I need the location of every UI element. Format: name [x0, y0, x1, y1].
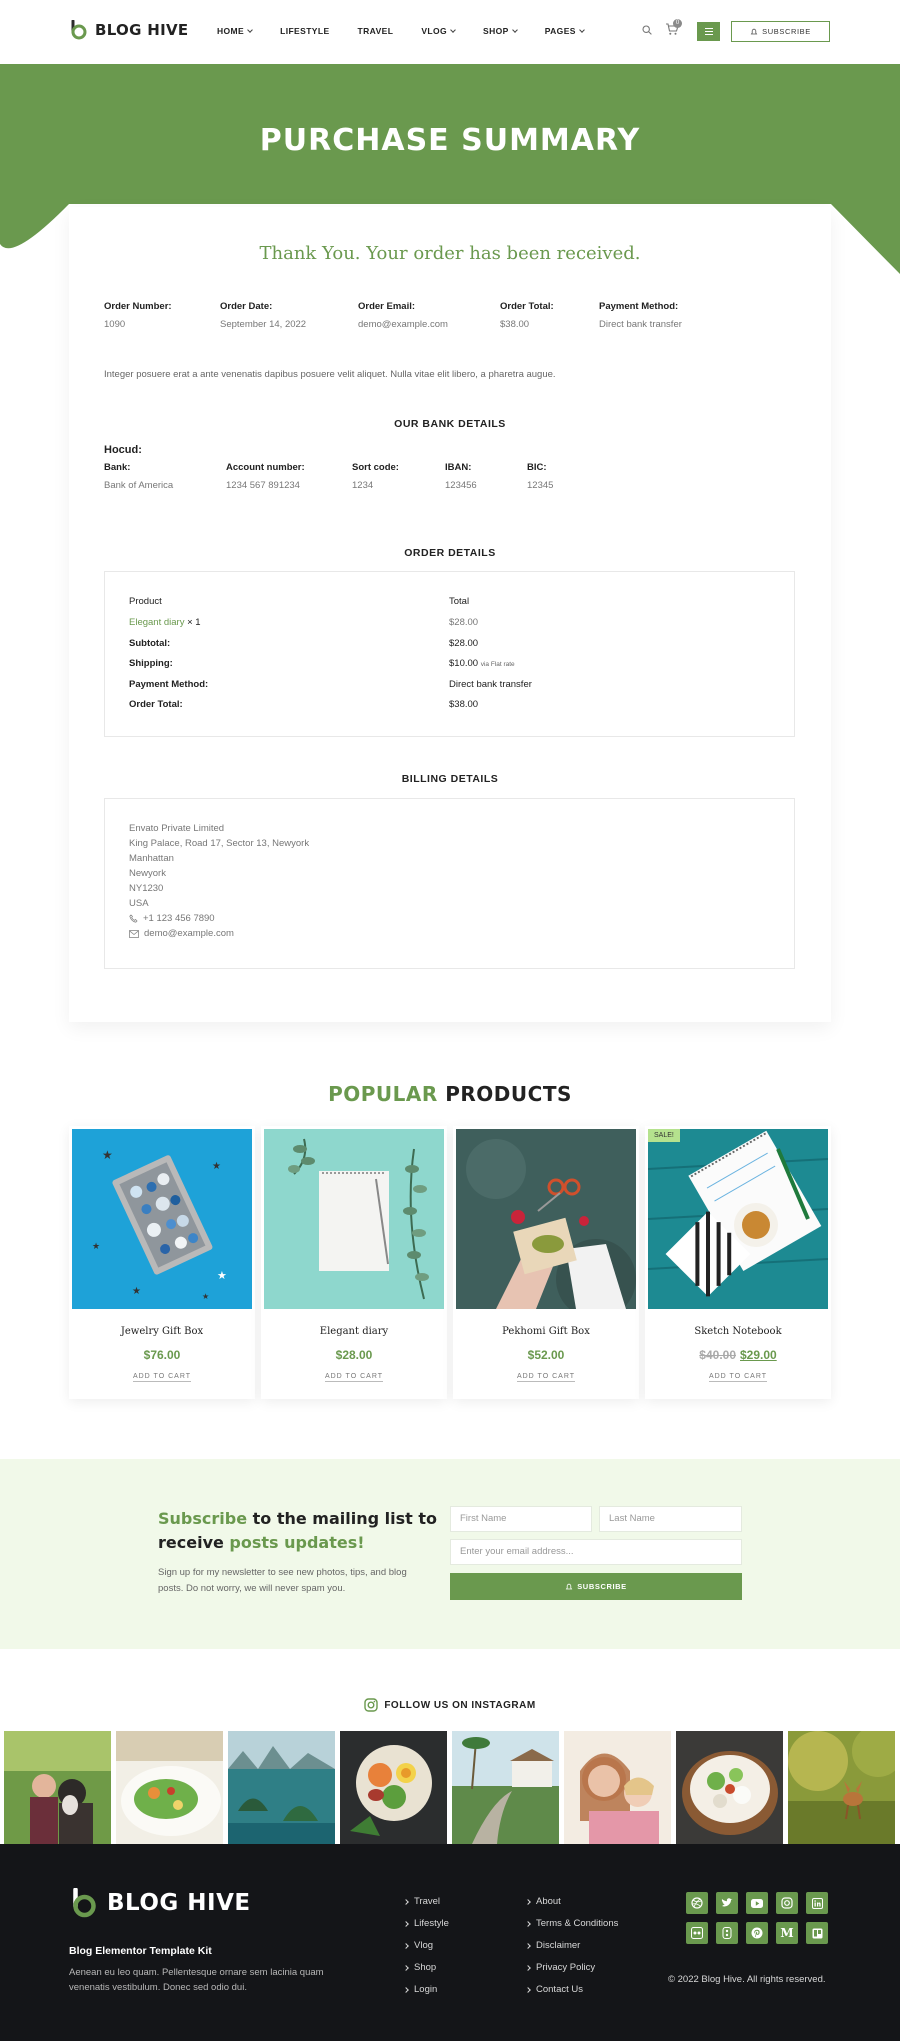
chevron-right-icon: [525, 1987, 531, 1993]
instagram-photo[interactable]: [788, 1731, 895, 1844]
add-to-cart-label: ADD TO CART: [516, 1373, 576, 1380]
logo-icon: [69, 1888, 97, 1918]
nav-pages[interactable]: [545, 26, 584, 36]
order-details-heading: ORDER DETAILS: [404, 547, 496, 559]
product-price: [69, 1348, 255, 1362]
label: BIC:: [527, 462, 547, 473]
add-to-cart-label: ADD TO CART: [324, 1373, 384, 1380]
product-name[interactable]: Elegant diary: [319, 1326, 389, 1337]
heading-accent: Subscribe: [158, 1509, 248, 1528]
price: $29.00: [740, 1348, 777, 1362]
value: 123456: [445, 480, 477, 491]
chevron-right-icon: [525, 1965, 531, 1971]
billing-email: [129, 928, 234, 939]
billing-phone: [129, 913, 215, 924]
heading-accent: posts updates!: [229, 1533, 365, 1552]
youtube-icon[interactable]: [746, 1892, 768, 1914]
label: Order Date:: [220, 301, 273, 312]
chevron-down-icon: [579, 27, 585, 33]
heading-accent: POPULAR: [328, 1082, 438, 1106]
phone-icon: [129, 914, 138, 923]
item-total: $28.00: [449, 617, 479, 628]
order-total: [500, 301, 554, 330]
logo-icon: [69, 20, 87, 40]
shipping-value: [449, 658, 515, 669]
shipping-note: via Flat rate: [480, 661, 515, 668]
chevron-down-icon: [247, 27, 253, 33]
product-card[interactable]: [261, 1126, 447, 1399]
address-line: Envato Private Limited: [129, 823, 225, 834]
billing-details-heading: BILLING DETAILS: [401, 773, 499, 785]
link-label: Privacy Policy: [536, 1962, 596, 1973]
footer-link-terms[interactable]: [526, 1918, 618, 1929]
footer-link-privacy[interactable]: [526, 1962, 595, 1973]
bank-details-heading: OUR BANK DETAILS: [394, 418, 506, 430]
trello-icon[interactable]: [806, 1922, 828, 1944]
col-product: Product: [129, 596, 162, 607]
item-qty: × 1: [187, 617, 201, 628]
label: Bank:: [104, 462, 131, 473]
instagram-heading: [0, 1698, 900, 1712]
dribbble-icon[interactable]: [686, 1892, 708, 1914]
svg-text:★: ★: [102, 1148, 113, 1162]
chevron-right-icon: [525, 1899, 531, 1905]
value: $38.00: [500, 319, 530, 330]
address-line: King Palace, Road 17, Sector 13, Newyork: [129, 838, 310, 849]
value: demo@example.com: [358, 319, 448, 330]
pinterest-icon[interactable]: [746, 1922, 768, 1944]
svg-text:★: ★: [202, 1292, 210, 1301]
bank-account-name: Hocud:: [104, 444, 142, 456]
nav-shop[interactable]: [483, 26, 517, 36]
product-name[interactable]: Pekhomi Gift Box: [502, 1326, 590, 1337]
instagram-photo[interactable]: [564, 1731, 671, 1844]
chevron-right-icon: [403, 1987, 409, 1993]
label: IBAN:: [445, 462, 472, 473]
header-subscribe-button[interactable]: [731, 21, 830, 42]
order-details-table: [104, 571, 795, 737]
billing-address-box: [104, 798, 795, 969]
order-email: [358, 301, 448, 330]
footer-link-lifestyle[interactable]: [404, 1918, 449, 1929]
page-title: PURCHASE SUMMARY: [259, 123, 641, 158]
bank-field: [445, 462, 477, 491]
nav-label: LIFESTYLE: [280, 26, 330, 36]
menu-toggle-button[interactable]: [697, 22, 720, 41]
footer-link-travel[interactable]: [404, 1896, 440, 1907]
order-date: [220, 301, 306, 330]
label: Order Number:: [104, 301, 172, 312]
heading-text: receive: [158, 1533, 230, 1552]
add-to-cart-label: ADD TO CART: [708, 1373, 768, 1380]
product-image[interactable]: [72, 1129, 252, 1309]
instagram-photo[interactable]: [4, 1731, 111, 1844]
instagram-icon: [364, 1698, 378, 1712]
value: September 14, 2022: [220, 319, 307, 330]
bell-icon: [750, 28, 758, 36]
instagram-photo[interactable]: [116, 1731, 223, 1844]
popular-products-heading: [0, 1082, 900, 1106]
product-name[interactable]: Jewelry Gift Box: [120, 1326, 204, 1337]
value: 1090: [104, 319, 126, 330]
label: Payment Method:: [599, 301, 679, 312]
add-to-cart-button[interactable]: [645, 1373, 831, 1380]
flickr-icon[interactable]: [686, 1922, 708, 1944]
chevron-right-icon: [403, 1965, 409, 1971]
linkedin-icon[interactable]: [806, 1892, 828, 1914]
email-text: demo@example.com: [144, 928, 234, 939]
newsletter-heading: [158, 1507, 437, 1555]
link-label: Disclaimer: [536, 1940, 581, 1951]
order-total-label: Order Total:: [129, 699, 183, 710]
footer-link-login[interactable]: [404, 1984, 437, 1995]
chevron-right-icon: [525, 1921, 531, 1927]
nav-vlog[interactable]: [421, 26, 455, 36]
svg-text:★: ★: [92, 1241, 101, 1251]
order-total-value: $38.00: [449, 699, 479, 710]
order-item: [129, 617, 201, 628]
add-to-cart-button[interactable]: [261, 1373, 447, 1380]
link-label: Terms & Conditions: [536, 1918, 619, 1929]
button-label: SUBSCRIBE: [577, 1582, 627, 1591]
cart-count-badge: 0: [673, 19, 682, 28]
main-nav: [217, 26, 612, 36]
instagram-icon[interactable]: [776, 1892, 798, 1914]
newsletter-section: [0, 1459, 900, 1649]
svg-text:★: ★: [132, 1286, 141, 1297]
product-image[interactable]: [456, 1129, 636, 1309]
payment-value: Direct bank transfer: [449, 679, 532, 690]
chevron-down-icon: [512, 27, 518, 33]
value: 12345: [527, 480, 554, 491]
order-number: [104, 301, 172, 330]
mail-icon: [129, 930, 139, 938]
product-price: [645, 1348, 831, 1362]
link-label: Lifestyle: [414, 1918, 449, 1929]
nav-label: HOME: [217, 26, 245, 36]
label: Sort code:: [352, 462, 399, 473]
medium-icon[interactable]: M: [776, 1922, 798, 1944]
value: Direct bank transfer: [599, 319, 682, 330]
old-price: $40.00: [699, 1348, 736, 1362]
footer-logo[interactable]: [69, 1888, 251, 1918]
product-image[interactable]: [264, 1129, 444, 1309]
nav-label: TRAVEL: [357, 26, 394, 36]
site-header: [0, 0, 900, 64]
label: Order Email:: [358, 301, 416, 312]
address-line: NY1230: [129, 883, 164, 894]
chevron-right-icon: [403, 1921, 409, 1927]
price: $76.00: [143, 1348, 181, 1362]
copyright-text: © 2022 Blog Hive. All rights reserved.: [668, 1974, 826, 1985]
heading-rest: PRODUCTS: [445, 1082, 572, 1106]
product-card[interactable]: [645, 1126, 831, 1399]
sale-badge: SALE!: [648, 1129, 680, 1142]
twitter-icon[interactable]: [716, 1892, 738, 1914]
search-icon[interactable]: [642, 25, 652, 35]
subscribe-label: SUBSCRIBE: [762, 27, 811, 36]
value: 1234: [352, 480, 374, 491]
chevron-right-icon: [403, 1899, 409, 1905]
label: Account number:: [226, 462, 305, 473]
bank-intro-text: Integer posuere erat a ante venenatis dapibus posuere velit aliquet. Nulla vitae elit libero, a pharetra augue.: [104, 369, 556, 380]
payment-label: Payment Method:: [129, 679, 209, 690]
label: Order Total:: [500, 301, 554, 312]
product-card[interactable]: [453, 1126, 639, 1399]
order-payment-method: [599, 301, 682, 330]
svg-text:★: ★: [217, 1270, 227, 1282]
footer-link-contact[interactable]: [526, 1984, 583, 1995]
add-to-cart-button[interactable]: [453, 1373, 639, 1380]
instagram-photo[interactable]: [452, 1731, 559, 1844]
chevron-right-icon: [403, 1943, 409, 1949]
site-footer: [0, 1844, 900, 2041]
nav-lifestyle[interactable]: [280, 26, 329, 36]
link-label: Travel: [414, 1896, 441, 1907]
product-price: [261, 1348, 447, 1362]
nav-label: VLOG: [421, 26, 447, 36]
shipping-amount: $10.00: [449, 658, 479, 669]
footer-link-about[interactable]: [526, 1896, 561, 1907]
instagram-photo[interactable]: [676, 1731, 783, 1844]
bank-field: [352, 462, 399, 491]
svg-text:★: ★: [212, 1161, 221, 1172]
link-label: Vlog: [414, 1940, 434, 1951]
nav-label: SHOP: [483, 26, 509, 36]
link-label: About: [536, 1896, 561, 1907]
chevron-down-icon: [450, 27, 456, 33]
newsletter-description: Sign up for my newsletter to see new photos, tips, and blog posts. Do not worry, we will never spam you.: [158, 1567, 407, 1594]
value: 1234 567 891234: [226, 480, 300, 491]
subtotal-label: Subtotal:: [129, 638, 171, 649]
address-line: Manhattan: [129, 853, 174, 864]
newsletter-subscribe-button[interactable]: [450, 1573, 742, 1600]
footer-tagline: Blog Elementor Template Kit: [69, 1945, 212, 1957]
nav-home[interactable]: [217, 26, 252, 36]
phone-text: +1 123 456 7890: [143, 913, 215, 924]
bell-icon: [565, 1583, 573, 1591]
product-image[interactable]: [648, 1129, 828, 1309]
nav-label: PAGES: [544, 26, 576, 36]
footer-link-vlog[interactable]: [404, 1940, 433, 1951]
add-to-cart-button[interactable]: [69, 1373, 255, 1380]
shipping-label: Shipping:: [129, 658, 173, 669]
instagram-feed: [0, 1731, 900, 1844]
price: $28.00: [335, 1348, 373, 1362]
first-name-input[interactable]: First Name: [450, 1506, 592, 1532]
product-price: [453, 1348, 639, 1362]
footer-link-shop[interactable]: [404, 1962, 436, 1973]
tripadvisor-icon[interactable]: [716, 1922, 738, 1944]
order-received-message: Thank You. Your order has been received.: [259, 243, 641, 264]
logo[interactable]: [69, 20, 188, 40]
add-to-cart-label: ADD TO CART: [132, 1373, 192, 1380]
order-summary-card: [69, 207, 831, 1022]
heading-text: FOLLOW US ON INSTAGRAM: [384, 1699, 536, 1711]
logo-text: BLOG HIVE: [95, 21, 189, 39]
address-line: Newyork: [129, 868, 166, 879]
address-line: USA: [129, 898, 149, 909]
footer-link-disclaimer[interactable]: [526, 1940, 580, 1951]
email-input[interactable]: Enter your email address...: [450, 1539, 742, 1565]
nav-travel[interactable]: [358, 26, 394, 36]
chevron-right-icon: [525, 1943, 531, 1949]
bank-field: [527, 462, 553, 491]
subtotal-value: $28.00: [449, 638, 479, 649]
col-total: Total: [449, 596, 470, 607]
bank-field: [226, 462, 305, 491]
instagram-photo[interactable]: [340, 1731, 447, 1844]
link-label: Shop: [414, 1962, 437, 1973]
footer-logo-text: BLOG HIVE: [107, 1890, 251, 1916]
value: Bank of America: [104, 480, 174, 491]
product-name[interactable]: Sketch Notebook: [694, 1326, 782, 1337]
instagram-photo[interactable]: [228, 1731, 335, 1844]
bank-field: [104, 462, 173, 491]
link-label: Login: [414, 1984, 438, 1995]
footer-description: Aenean eu leo quam. Pellentesque ornare sem lacinia quam venenatis vestibulum. Donec sed odio dui.: [69, 1967, 324, 1993]
product-link[interactable]: Elegant diary: [129, 617, 185, 628]
last-name-input[interactable]: Last Name: [599, 1506, 742, 1532]
link-label: Contact Us: [536, 1984, 583, 1995]
product-card[interactable]: [69, 1126, 255, 1399]
price: $52.00: [527, 1348, 565, 1362]
heading-text: to the mailing list to: [247, 1509, 437, 1528]
